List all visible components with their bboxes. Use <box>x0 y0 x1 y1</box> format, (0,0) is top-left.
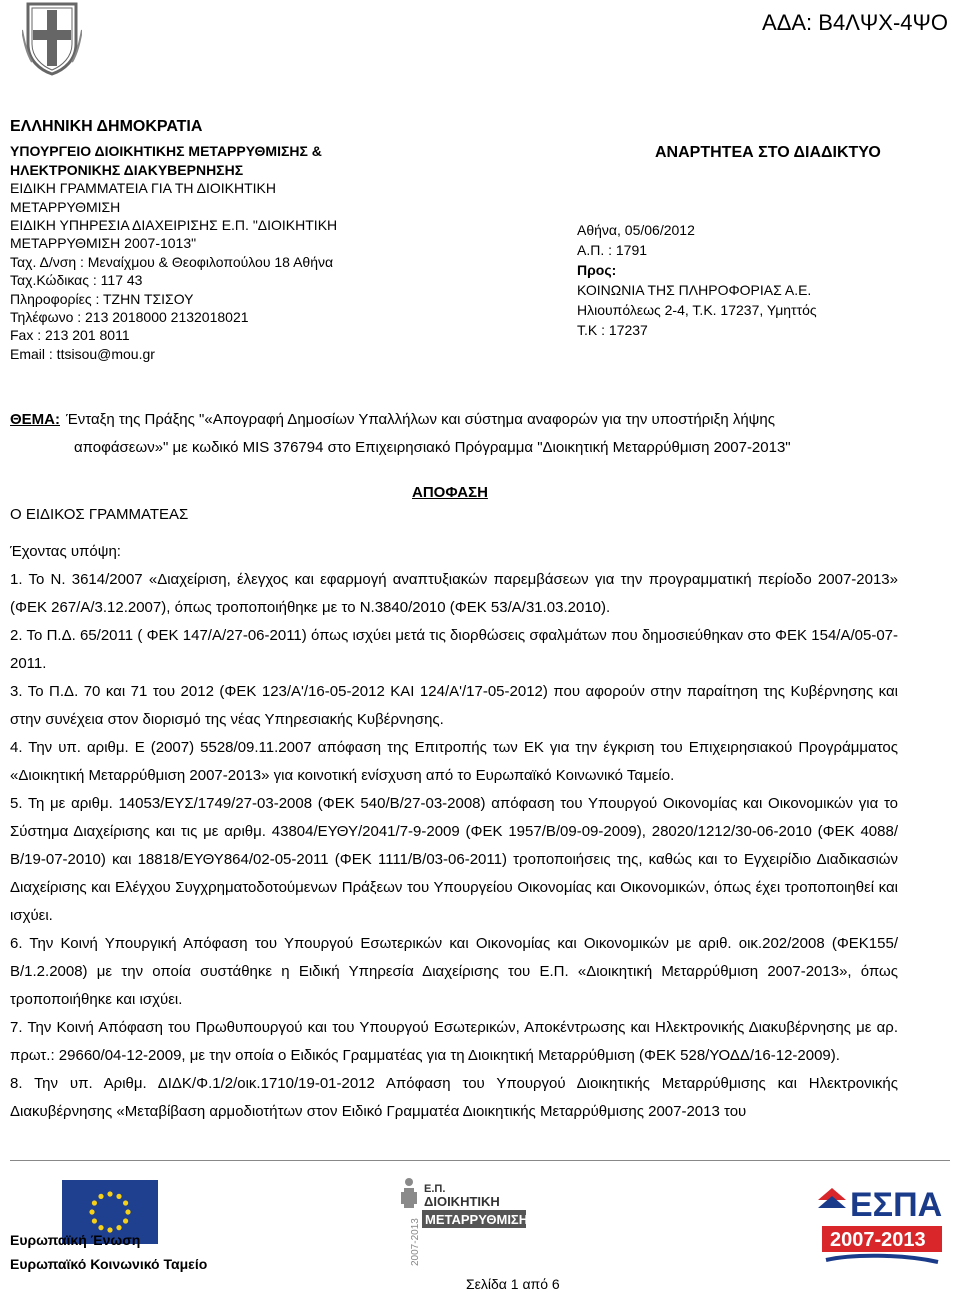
sender-line: Ταχ. Δ/νση : Μεναίχμου & Θεοφιλοπούλου 18 Αθήνα <box>10 253 334 270</box>
recipient-postal: Τ.Κ : 17237 <box>577 322 648 338</box>
recipient-block <box>577 220 817 340</box>
ep-logo-text: Ε.Π. <box>424 1183 446 1195</box>
considering-label: Έχοντας υπόψη: <box>10 543 121 560</box>
subject-block <box>10 406 940 462</box>
subject-text: Ένταξη της Πράξης "«Απογραφή Δημοσίων Υπαλλήλων και σύστημα αναφορών για την υποστήριξη λήψης <box>66 411 775 428</box>
list-item: 5. Τη με αριθμ. 14053/ΕΥΣ/1749/27-03-2008 (ΦΕΚ 540/Β/27-03-2008) απόφαση του Υπουργού Οικονομίας και Οικονομικών για το Σύστημα Διαχείρισης και τις με αριθμ. 43804/ΕΥΘΥ/2041/7-9-2009 (ΦΕΚ 1957/Β/09-09-2009), 28020/1212/30-06-2010 (ΦΕΚ 4088/Β/19-07-2010) και 18818/ΕΥΘΥ864/02-05-2011 (ΦΕΚ 1111/Β/03-06-2011) τροποποιήσεις της, καθώς και το Εγχειρίδιο Διαδικασιών Διαχείρισης και Ελέγχου Συγχρηματοδοτούμενων Πράξεων του Υπουργείου Οικονομίας και Οικονομικών, όπως έχει τροποποιηθεί και ισχύει. <box>10 795 898 924</box>
sender-line: ΕΙΔΙΚΗ ΥΠΗΡΕΣΙΑ ΔΙΑΧΕΙΡΙΣΗΣ Ε.Π. "ΔΙΟΙΚΗΤΙΚΗ <box>10 217 338 234</box>
ada-code: ΑΔΑ: Β4ΛΨΧ-4ΨΟ <box>762 10 948 35</box>
list-item: 7. Την Κοινή Απόφαση του Πρωθυπουργού και του Υπουργού Εσωτερικών, Αποκέντρωσης και Ηλεκτρονικής Διακυβέρνησης με αρ. πρωτ.: 29660/04-12-2009, με την οποία ο Ειδικός Γραμματέας για τη Διοικητική Μεταρρύθμιση (ΦΕΚ 528/ΥΟΔΔ/16-12-2009). <box>10 1019 898 1064</box>
sender-email: Email : ttsisou@mou.gr <box>10 345 155 362</box>
subject-label: ΘΕΜΑ: <box>10 411 60 428</box>
to-label: Προς: <box>577 262 617 278</box>
recipient-address: Ηλιουπόλεως 2-4, Τ.Κ. 17237, Υμηττός <box>577 302 817 318</box>
sender-line: Fax : 213 201 8011 <box>10 327 130 344</box>
list-item: 8. Την υπ. Αριθμ. ΔΙΔΚ/Φ.1/2/οικ.1710/19-01-2012 Απόφαση του Υπουργού Διοικητικής Μεταρρύθμισης και Ηλεκτρονικής Διακυβέρνησης «Μεταβίβαση αρμοδιοτήτων στον Ειδικό Γραμματέα Διοικητικής Μεταρρύθμισης 2007-2013 του <box>10 1075 898 1120</box>
ep-logo-text: ΜΕΤΑΡΡΥΘΜΙΣΗ <box>425 1212 528 1227</box>
page-number: Σελίδα 1 από 6 <box>466 1276 560 1292</box>
recipient-name: ΚΟΙΝΩΝΙΑ ΤΗΣ ΠΛΗΡΟΦΟΡΙΑΣ Α.Ε. <box>577 282 812 298</box>
protocol-number: Α.Π. : 1791 <box>577 242 648 258</box>
ep-logo-text: ΔΙΟΙΚΗΤΙΚΗ <box>424 1194 500 1209</box>
sender-line: Ταχ.Κώδικας : 117 43 <box>10 272 143 289</box>
greek-emblem-icon <box>22 0 82 76</box>
list-item: 4. Την υπ. αριθμ. Ε (2007) 5528/09.11.2007 απόφαση της Επιτροπής των ΕΚ για την έγκριση του Επιχειρησιακού Προγράμματος «Διοικητική Μεταρρύθμιση 2007-2013» για κοινοτική ενίσχυση από το Ευρωπαϊκό Κοινωνικό Ταμείο. <box>10 739 898 784</box>
footer-divider <box>10 1160 950 1161</box>
posted-online-notice: ΑΝΑΡΤΗΤΕΑ ΣΤΟ ΔΙΑΔΙΚΤΥΟ <box>655 144 881 161</box>
sender-line: ΜΕΤΑΡΡΥΘΜΙΣΗ <box>10 198 121 215</box>
sender-line: ΕΙΔΙΚΗ ΓΡΑΜΜΑΤΕΙΑ ΓΙΑ ΤΗ ΔΙΟΙΚΗΤΙΚΗ <box>10 180 276 197</box>
list-item: 3. Το Π.Δ. 70 και 71 του 2012 (ΦΕΚ 123/Α'/16-05-2012 ΚΑΙ 124/Α'/17-05-2012) που αφορούν στην παραίτηση της Κυβέρνησης και στην συνέχεια στον διορισμό της νέας Υπηρεσιακής Κυβέρνησης. <box>10 683 898 728</box>
sender-block <box>10 118 430 363</box>
ministry-line: ΗΛΕΚΤΡΟΝΙΚΗΣ ΔΙΑΚΥΒΕΡΝΗΣΗΣ <box>10 161 244 178</box>
decision-heading: ΑΠΟΦΑΣΗ <box>412 484 488 501</box>
sender-line: Πληροφορίες : ΤΖΗΝ ΤΣΙΣΟΥ <box>10 290 194 307</box>
considerations-list <box>10 566 898 1126</box>
administrative-reform-logo <box>398 1174 528 1268</box>
espa-logo-text: 2007-2013 <box>830 1229 926 1251</box>
sender-line: ΜΕΤΑΡΡΥΘΜΙΣΗ 2007-1013" <box>10 235 197 252</box>
secretary-title: Ο ΕΙΔΙΚΟΣ ΓΡΑΜΜΑΤΕΑΣ <box>10 506 189 523</box>
esf-label: Ευρωπαϊκό Κοινωνικό Ταμείο <box>10 1256 208 1272</box>
subject-text-continued: αποφάσεων»" με κωδικό MIS 376794 στο Επιχειρησιακό Πρόγραμμα "Διοικητική Μεταρρύθμιση 2007-2013" <box>74 439 791 456</box>
list-item: 6. Την Κοινή Υπουργική Απόφαση του Υπουργού Εσωτερικών και Οικονομίας και Οικονομικών με αριθ. οικ.202/2008 (ΦΕΚ155/Β/1.2.2008) με την οποία συστάθηκε η Ειδική Υπηρεσία Διαχείρισης του Ε.Π. «Διοικητική Μεταρρύθμιση 2007-2013», όπως τροποποιήθηκε και ισχύει. <box>10 935 898 1008</box>
eu-label: Ευρωπαϊκή Ένωση <box>10 1232 141 1248</box>
list-item: 2. Το Π.Δ. 65/2011 ( ΦΕΚ 147/Α/27-06-2011) όπως ισχύει μετά τις διορθώσεις σφαλμάτων που δημοσιεύθηκαν στο ΦΕΚ 154/Α/05-07-2011. <box>10 627 898 672</box>
ep-logo-text: 2007-2013 <box>410 1218 421 1266</box>
document-date: Αθήνα, 05/06/2012 <box>577 222 695 238</box>
espa-logo-text: ΕΣΠΑ <box>850 1186 943 1224</box>
list-item: 1. Το Ν. 3614/2007 «Διαχείριση, έλεγχος και εφαρμογή αναπτυξιακών παρεμβάσεων για την προγραμματική περίοδο 2007-2013» (ΦΕΚ 267/Α/3.12.2007), όπως τροποποιήθηκε με το Ν.3840/2010 (ΦΕΚ 53/Α/31.03.2010). <box>10 571 898 616</box>
espa-logo <box>812 1180 948 1270</box>
sender-line: Τηλέφωνο : 213 2018000 2132018021 <box>10 309 249 326</box>
country-name: ΕΛΛΗΝΙΚΗ ΔΗΜΟΚΡΑΤΙΑ <box>10 118 203 135</box>
ministry-line: ΥΠΟΥΡΓΕΙΟ ΔΙΟΙΚΗΤΙΚΗΣ ΜΕΤΑΡΡΥΘΜΙΣΗΣ & <box>10 143 322 160</box>
